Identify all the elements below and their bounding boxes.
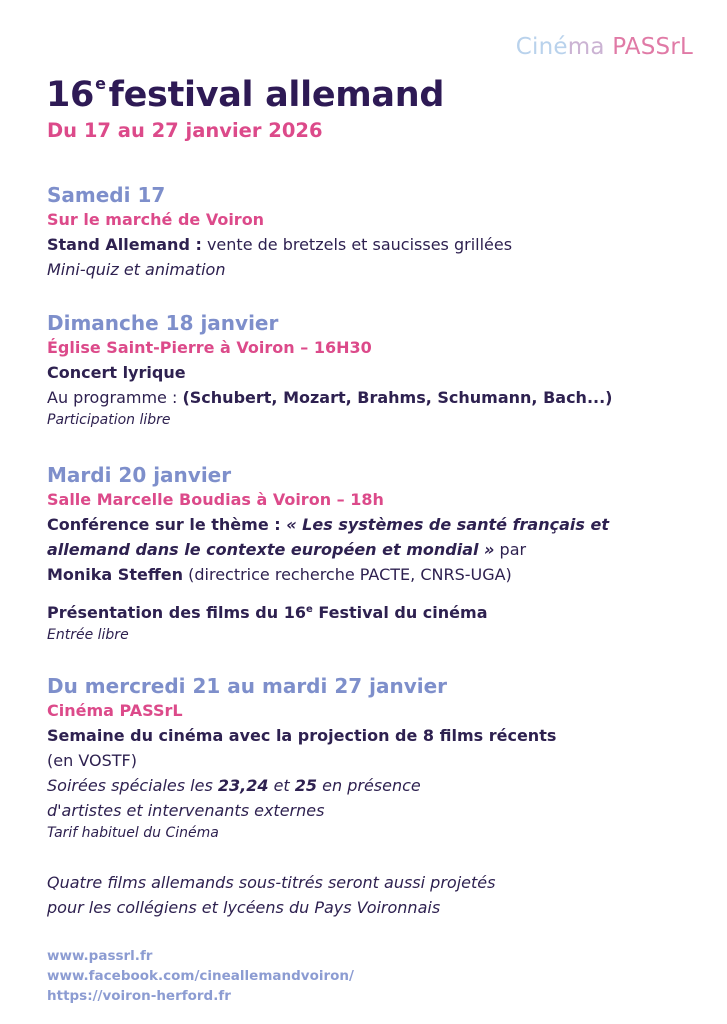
event-line [47,562,717,587]
logo-part-1: Ciné [515,34,568,60]
link-facebook[interactable]: www.facebook.com/cineallemandvoiron/ [47,968,354,984]
event-line [47,537,717,562]
event-line [47,512,717,537]
conference-theme-1: « Les systèmes de santé français et [280,515,609,534]
conference-by: par [494,540,527,559]
event-line [47,232,717,257]
event-note: Tarif habituel du Cinéma [47,825,219,841]
event-day: Mardi 20 janvier [47,463,232,487]
special-dates-a: 23,24 [217,776,269,795]
special-a: Soirées spéciales les [47,776,218,795]
event-place: Sur le marché de Voiron [47,210,265,229]
event-note: Mini-quiz et animation [47,260,226,279]
links-list [47,946,354,1006]
closing-note [47,870,717,920]
link-passrl[interactable]: www.passrl.fr [47,948,153,964]
film-presentation-b: Festival du cinéma [312,603,488,622]
logo-part-3: PASSrL [612,34,693,60]
event-dimanche [47,310,717,431]
event-place: Salle Marcelle Boudias à Voiron – 18h [47,490,384,509]
speaker-name: Monika Steffen [47,565,184,584]
film-presentation-ordinal: e [305,604,313,615]
festival-dates: Du 17 au 27 janvier 2026 [47,119,323,142]
special-guests: d'artistes et intervenants externes [47,801,325,820]
special-c: en présence [317,776,421,795]
event-language: (en VOSTF) [47,751,137,770]
program-composers: (Schubert, Mozart, Brahms, Schumann, Bach...) [182,388,613,407]
special-evenings [47,773,717,798]
closing-line: pour les collégiens et lycéens du Pays Voironnais [47,898,441,917]
film-presentation [47,597,717,625]
event-day: Samedi 17 [47,183,166,207]
event-title: Concert lyrique [47,363,186,382]
conference-label: Conférence sur le thème : [47,515,281,534]
event-note: Participation libre [47,412,171,428]
event-place: Cinéma PASSrL [47,701,183,720]
event-title: Semaine du cinéma avec la projection de 8 films récents [47,726,557,745]
event-day: Du mercredi 21 au mardi 27 janvier [47,674,448,698]
special-b: et [268,776,295,795]
event-detail: vente de bretzels et saucisses grillées [201,235,513,254]
title-ordinal: e [95,74,106,93]
speaker-role: (directrice recherche PACTE, CNRS-UGA) [183,565,512,584]
link-voiron-herford[interactable]: https://voiron-herford.fr [47,988,231,1004]
cinema-passrl-logo [516,34,693,60]
logo-part-2: ma [567,34,613,60]
event-mardi [47,462,717,646]
event-place: Église Saint-Pierre à Voiron – 16H30 [47,338,372,357]
event-day: Dimanche 18 janvier [47,311,279,335]
event-note: Entrée libre [47,627,129,643]
conference-theme-2: allemand dans le contexte européen et mondial » [47,540,495,559]
event-samedi [47,182,717,282]
event-program [47,385,717,410]
special-dates-b: 25 [294,776,318,795]
film-presentation-a: Présentation des films du 16 [47,603,306,622]
title-text: festival allemand [108,75,445,115]
closing-line: Quatre films allemands sous-titrés seront aussi projetés [47,873,496,892]
title-number: 16 [46,75,95,115]
page-title [46,74,444,115]
event-semaine-cinema [47,673,717,844]
event-highlight: Stand Allemand : [47,235,202,254]
program-label: Au programme : [47,388,183,407]
